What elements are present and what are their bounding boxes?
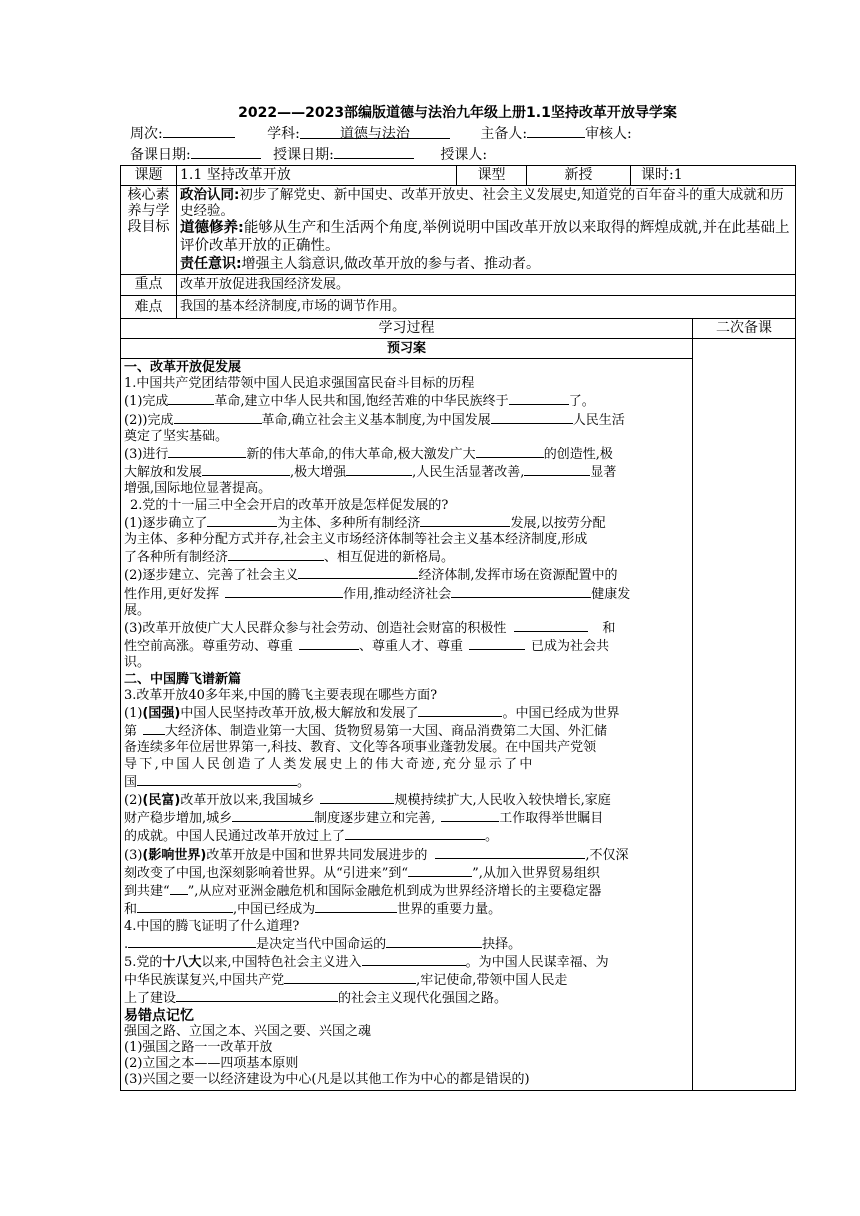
line-5-1: 中华民族谋复兴,中国共产党 ,牢记使命,带领中国人民走 [124, 973, 568, 989]
core-label: 核心素养与学段目标 [121, 186, 177, 275]
subject-label: 学科: [267, 126, 300, 142]
core-item-2-text: 能够从生产和生活两个角度,举例说明中国改革开放以来取得的辉煌成就,并在此基础上评价改革开放的正确性。 [180, 220, 790, 254]
key-row [121, 275, 796, 296]
meta-row-2 [120, 144, 795, 165]
core-item-3-head: 责任意识: [180, 256, 242, 272]
teach-date-blank [334, 144, 414, 159]
topic-label: 课题 [121, 166, 177, 186]
core-item-2-head: 道德修养: [180, 220, 244, 236]
core-content [177, 186, 796, 275]
line-2-1: (1)逐步确立了 为主体、多种所有制经济 发展,以按劳分配 [124, 515, 606, 531]
question-1: 1.中国共产党团结带领中国人民追求强国富民奋斗目标的历程 [124, 376, 475, 392]
core-row [121, 186, 796, 275]
line-2-2: (2)逐步建立、完善了社会主义 经济体制,发挥市场在资源配置中的 [124, 568, 618, 584]
core-item-3-text: 增强主人翁意识,做改革开放的参与者、推动者。 [241, 256, 541, 272]
reviewer-label: 审核人: [585, 126, 632, 142]
section-2-heading: 二、中国腾飞谱新篇 [124, 671, 242, 687]
second-prep-cell [693, 339, 796, 1091]
recall-line-0: 强国之路、立国之本、兴国之要、兴国之魂 [124, 1023, 372, 1039]
meta-row-1 [120, 123, 795, 144]
core-item-1-head: 政治认同: [180, 187, 240, 203]
question-5: 5.党的十八大以来,中国特色社会主义进入 。为中国人民谋幸福、为 [124, 954, 609, 970]
topic-row [121, 166, 796, 186]
prep-date-blank [191, 144, 261, 159]
recall-line-3: (3)兴国之要一以经济建设为中心(凡是以其他工作为中心的都是错误的) [124, 1072, 530, 1088]
core-item-1 [180, 187, 792, 219]
line-2-3b: 性空前高涨。尊重劳动、尊重 、尊重人才、尊重 已成为社会共 [124, 639, 610, 655]
line-5-2: 上了建设 的社会主义现代化强国之路。 [124, 991, 508, 1007]
subject-value [300, 124, 450, 142]
line-2-1c: 了各种所有制经济 、相互促进的新格局。 [124, 550, 455, 566]
prep-date-label: 备课日期: [130, 147, 191, 163]
document-title: 2022——2023部编版道德与法治九年级上册1.1坚持改革开放导学案 [238, 105, 677, 121]
type-value: 新授 [527, 166, 631, 186]
type-label: 课型 [457, 166, 527, 186]
line-3-3d: 和 ,中国已经成为 世界的重要力量。 [124, 902, 502, 918]
process-header-row [121, 319, 796, 339]
line-2-2c: 展。 [124, 602, 151, 618]
recall-line-1: (1)强国之路一一改革开放 [124, 1039, 273, 1055]
line-3-2c: 的成就。中国人民通过改革开放过上了 。 [124, 829, 499, 845]
line-2-2b: 性作用,更好发挥 作用,推动经济社会 健康发 [124, 586, 631, 602]
question-2: 2.党的十一届三中全会开启的改革开放是怎样促发展的? [130, 497, 449, 513]
section-1-heading: 一、改革开放促发展 [124, 360, 242, 375]
subject-text: 道德与法治 [339, 126, 410, 142]
line-3-3: (3)(影响世界)改革开放是中国和世界共同发展进步的 ,不仅深 [124, 847, 629, 863]
line-1-3c: 增强,国际地位显著提高。 [124, 481, 272, 497]
key-label: 重点 [121, 275, 177, 296]
hours-label: 课时:1 [631, 166, 796, 186]
question-4: 4.中国的腾飞证明了什么道理? [124, 918, 300, 934]
key-value: 改革开放促进我国经济发展。 [177, 275, 796, 296]
preparer-label: 主备人: [480, 126, 528, 142]
second-prep-label: 二次备课 [693, 319, 796, 339]
week-blank [163, 123, 235, 138]
core-item-2 [180, 219, 792, 255]
line-3-3b: 刻改变了中国,也深刻影响着世界。从“引进来”到“ ”,从加入世界贸易组织 [124, 865, 600, 881]
question-3: 3.改革开放40多年来,中国的腾飞主要表现在哪些方面? [124, 687, 438, 703]
line-1-1: (1)完成 革命,建立中华人民共和国,饱经苦难的中华民族终于 了。 [124, 394, 595, 410]
core-item-1-text: 初步了解党史、新中国史、改革开放史、社会主义发展史,知道党的百年奋斗的重大成就和历史经验。 [180, 187, 784, 219]
teach-date-label: 授课日期: [273, 147, 334, 163]
line-1-2b: 奠定了坚实基础。 [124, 428, 229, 444]
content-cell [121, 359, 693, 1091]
line-1-2: (2))完成 革命,确立社会主义基本制度,为中国发展 人民生活 [124, 412, 625, 428]
preview-label: 预习案 [121, 339, 693, 359]
worksheet [120, 103, 795, 1091]
core-item-3 [180, 255, 792, 273]
lesson-table [120, 165, 796, 1091]
topic-value: 1.1 坚持改革开放 [177, 166, 457, 186]
line-1-3b: 大解放和发展 ,极大增强 ,人民生活显著改善, 显著 [124, 465, 617, 481]
preparer-blank [527, 123, 585, 138]
line-3-2: (2)(民富)改革开放以来,我国城乡 规模持续扩大,人民收入较快增长,家庭 [124, 793, 611, 809]
line-3-3c: 到共建“ ”,从应对亚洲金融危机和国际金融危机到成为世界经济增长的主要稳定器 [124, 884, 602, 900]
preview-header-row [121, 339, 796, 359]
line-3-1e: 国 。 [124, 774, 311, 790]
line-2-1b: 为主体、多种分配方式并存,社会主义市场经济体制等社会主义基本经济制度,形成 [124, 532, 588, 548]
week-label: 周次: [130, 126, 163, 142]
line-4-1: . 是决定当代中国命运的 抉择。 [124, 936, 522, 952]
section-3-heading: 易错点记忆 [124, 1007, 194, 1024]
line-3-1b: 第 大经济体、制造业第一大国、货物贸易第一大国、商品消费第二大国、外汇储 [124, 724, 608, 740]
difficulty-value: 我国的基本经济制度,市场的调节作用。 [177, 296, 796, 319]
teacher-label: 授课人: [440, 147, 488, 163]
line-3-1d: 导下,中国人民创造了人类发展史上的伟大奇迹,充分显示了中 [124, 756, 535, 772]
process-label: 学习过程 [121, 319, 693, 339]
difficulty-label: 难点 [121, 296, 177, 319]
line-2-3c: 识。 [124, 655, 151, 671]
line-2-3: (3)改革开放使广大人民群众参与社会劳动、创造社会财富的积极性 和 [124, 621, 616, 637]
line-1-3: (3)进行 新的伟大革命,的伟大革命,极大激发广大 的创造性,极 [124, 447, 613, 463]
line-3-1: (1)(国强)中国人民坚持改革开放,极大解放和发展了 。中国已经成为世界 [124, 706, 620, 722]
recall-line-2: (2)立国之本——四项基本原则 [124, 1056, 299, 1072]
line-3-2b: 财产稳步增加,城乡 制度逐步建立和完善, 工作取得举世瞩目 [124, 811, 604, 827]
line-3-1c: 备连续多年位居世界第一,科技、教育、文化等各项事业蓬勃发展。在中国共产党领 [124, 740, 597, 756]
difficulty-row [121, 296, 796, 319]
